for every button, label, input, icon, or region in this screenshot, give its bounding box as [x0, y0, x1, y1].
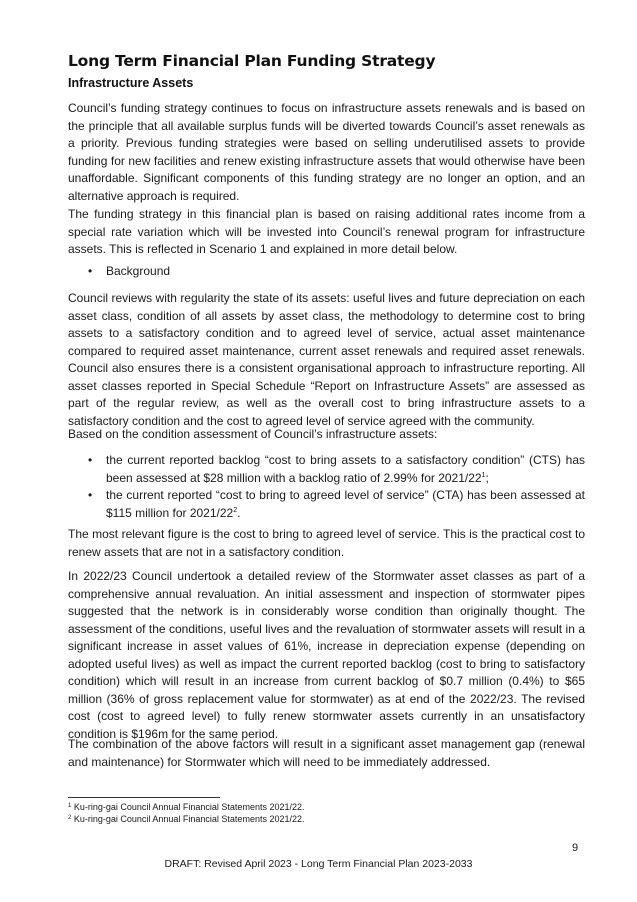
footnote-2: [68, 814, 304, 825]
footnote-1: [68, 802, 304, 813]
bullet-cts-text: the current reported backlog “cost to bring assets to a satisfactory condition” (CTS) has been assessed at $28 million with a backlog ratio of 2.99% for 2021/22: [106, 453, 585, 485]
bullet-icon: •: [88, 488, 93, 502]
list-item: [68, 263, 585, 281]
paragraph-asset-management-gap: The combination of the above factors will result in a significant asset management gap (renewal and maintenance) for Stormwater which will need to be immediately addressed.: [68, 737, 585, 769]
assessment-list: [68, 452, 585, 522]
footnote-text: Ku-ring-gai Council Annual Financial Statements 2021/22.: [71, 814, 305, 824]
paragraph-funding-strategy: Council’s funding strategy continues to focus on infrastructure assets renewals and is based on the principle that all available surplus funds will be diverted towards Council’s asset renewals as a priority. Previous funding strategies were based on selling underutilised assets to provide funding for new facilities and renew existing infrastructure assets that would otherwise have been unaffordable. Significant components of this funding strategy are no longer an option, and an alternative approach is required.: [68, 101, 585, 203]
footnote-divider: [68, 797, 220, 798]
bullet-icon: •: [88, 453, 93, 467]
list-item: [68, 452, 585, 487]
background-list: [68, 263, 585, 281]
section-heading: Infrastructure Assets: [68, 76, 194, 90]
footnote-ref-1: 1: [481, 471, 486, 479]
bullet-cta-text: the current reported “cost to bring to agreed level of service” (CTA) has been assessed at $115 million for 2021/22: [106, 488, 585, 520]
list-item: [68, 487, 585, 522]
page-number: 9: [572, 842, 579, 854]
footnote-text: Ku-ring-gai Council Annual Financial Statements 2021/22.: [71, 802, 305, 812]
paragraph-stormwater-review: In 2022/23 Council undertook a detailed review of the Stormwater asset classes as part of a comprehensive annual revaluation. An initial assessment and inspection of stormwater pipes suggested that the network is in considerably worse condition than originally thought. The assessment of the conditions, useful lives and the revaluation of stormwater assets will result in a significant increase in asset values of 61%, increase in depreciation expense (depending on adopted useful lives) as well as impact the current reported backlog (cost to bring to satisfactory condition) which will result in an increase from current backlog of $0.7 million (0.4%) to $65 million (36% of gross replacement value for stormwater) as at end of the 2022/23. The revised cost (cost to agreed level) to fully renew stormwater assets currently in an unsatisfactory condition is $196m for the same period.: [68, 569, 585, 741]
paragraph-condition-assessment: Based on the condition assessment of Council’s infrastructure assets:: [68, 427, 438, 441]
bullet-background-text: Background: [106, 264, 171, 278]
paragraph-asset-review: Council reviews with regularity the state of its assets: useful lives and future depreciation on each asset class, condition of all assets by asset class, the methodology to determine cost to bring assets to a satisfactory condition and to agreed level of service, actual asset maintenance compared to required asset maintenance, current asset renewals and required asset renewals. Council also ensures there is a consistent organisational approach to infrastructure reporting. All asset classes reported in Special Schedule “Report on Infrastructure Assets” are assessed as part of the regular review, as well as the overall cost to bring infrastructure assets to a satisfactory condition and the cost to agreed level of service agreed with the community.: [68, 291, 585, 428]
bullet-cta-end: .: [237, 505, 241, 520]
bullet-icon: •: [88, 264, 93, 278]
footnote-number: 2: [68, 815, 72, 821]
bullet-cts-end: ;: [485, 470, 489, 485]
paragraph-special-rate-variation: The funding strategy in this financial plan is based on raising additional rates income from a special rate variation which will be invested into Council’s renewal program for infrastructure assets. This is reflected in Scenario 1 and explained in more detail below.: [68, 207, 585, 256]
paragraph-relevant-figure: The most relevant figure is the cost to bring to agreed level of service. This is the practical cost to renew assets that are not in a satisfactory condition.: [68, 527, 585, 559]
page-title: Long Term Financial Plan Funding Strategy: [68, 52, 436, 70]
footnote-ref-2: 2: [233, 506, 238, 514]
footnote-number: 1: [68, 803, 72, 809]
page-footer: DRAFT: Revised April 2023 - Long Term Financial Plan 2023-2033: [164, 858, 473, 870]
